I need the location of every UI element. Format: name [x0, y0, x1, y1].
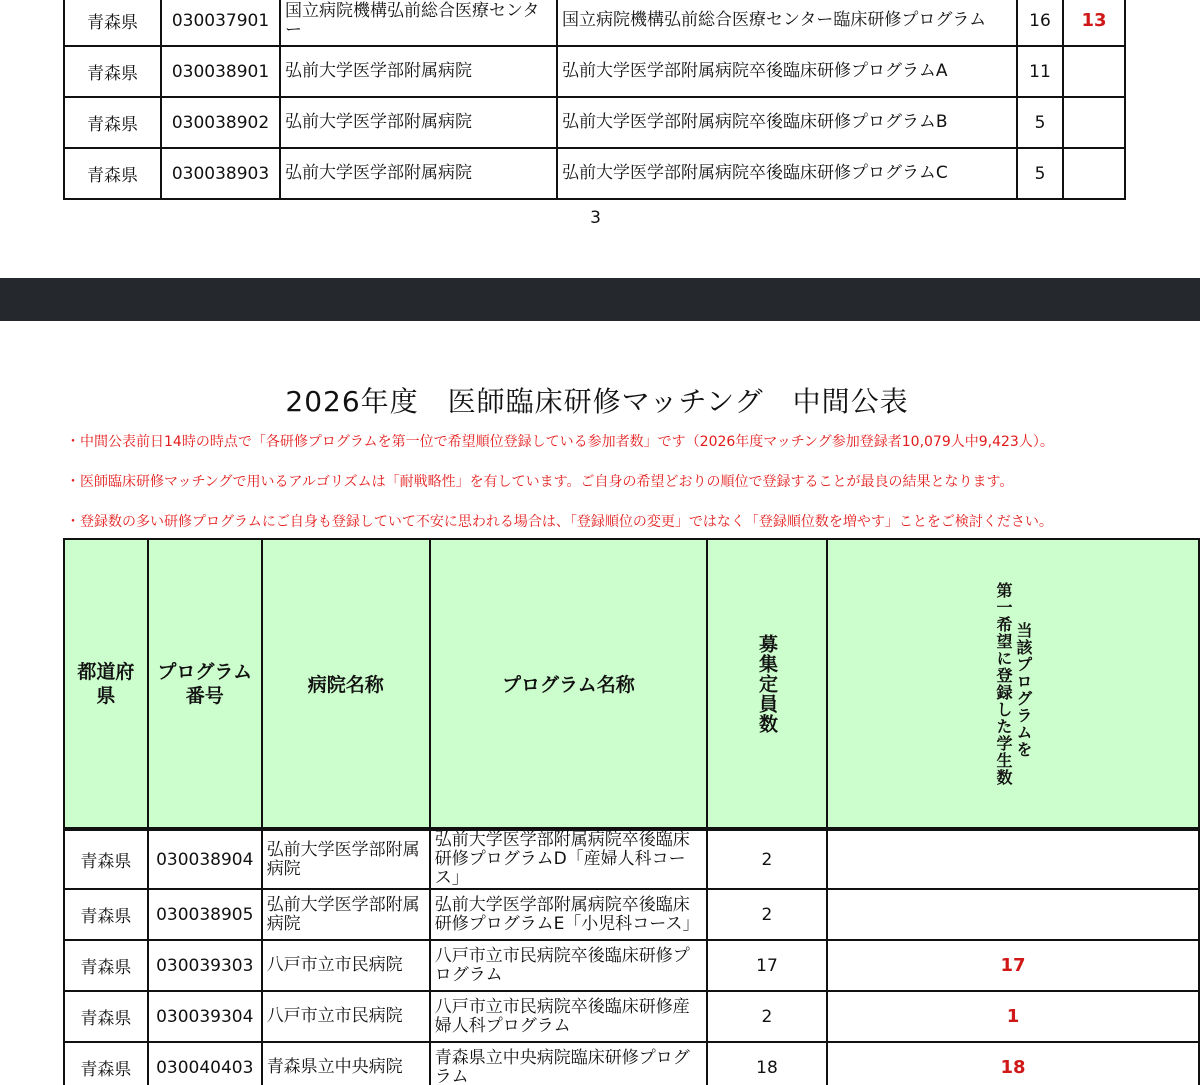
prefecture-cell: 青森県	[64, 829, 148, 889]
program-name-cell: 青森県立中央病院臨床研修プログラム	[430, 1042, 707, 1085]
capacity-cell: 17	[707, 940, 827, 991]
hospital-name-cell: 弘前大学医学部附属病院	[262, 829, 430, 889]
first-choice-count-cell: 18	[827, 1042, 1199, 1085]
capacity-cell: 2	[707, 829, 827, 889]
capacity-cell: 11	[1017, 46, 1063, 97]
program-number-cell: 030037901	[161, 0, 280, 46]
program-number-cell: 030038905	[148, 889, 262, 940]
program-number-cell: 030039304	[148, 991, 262, 1042]
program-number-cell: 030038901	[161, 46, 280, 97]
prefecture-cell: 青森県	[64, 46, 161, 97]
prefecture-cell: 青森県	[64, 1042, 148, 1085]
program-number-cell: 030038903	[161, 148, 280, 199]
program-name-cell: 弘前大学医学部附属病院卒後臨床研修プログラムC	[557, 148, 1017, 199]
capacity-cell: 2	[707, 991, 827, 1042]
table-row	[64, 46, 1125, 97]
header-capacity: 募集定員数	[707, 539, 827, 829]
program-name-cell: 弘前大学医学部附属病院卒後臨床研修プログラムB	[557, 97, 1017, 148]
first-choice-count-cell	[1063, 46, 1125, 97]
prefecture-cell: 青森県	[64, 991, 148, 1042]
notice-text: ・医師臨床研修マッチングで用いるアルゴリズムは「耐戦略性」を有しています。ご自身の希望どおりの順位で登録することが最良の結果となります。	[66, 474, 1014, 490]
capacity-cell: 16	[1017, 0, 1063, 46]
hospital-name-cell: 八戸市立市民病院	[262, 940, 430, 991]
program-number-cell: 030038902	[161, 97, 280, 148]
program-name-cell: 国立病院機構弘前総合医療センター臨床研修プログラム	[557, 0, 1017, 46]
capacity-cell: 5	[1017, 97, 1063, 148]
table-row	[64, 829, 1199, 889]
notice-text: ・中間公表前日14時の時点で「各研修プログラムを第一位で希望順位登録している参加者数」です（2026年度マッチング参加登録者10,079人中9,423人）。	[66, 434, 1054, 450]
program-number-cell: 030039303	[148, 940, 262, 991]
table-row	[64, 148, 1125, 199]
table-row	[64, 991, 1199, 1042]
capacity-cell: 5	[1017, 148, 1063, 199]
hospital-name-cell: 弘前大学医学部附属病院	[280, 46, 557, 97]
hospital-name-cell: 弘前大学医学部附属病院	[280, 97, 557, 148]
prefecture-cell: 青森県	[64, 0, 161, 46]
first-choice-count-cell	[1063, 148, 1125, 199]
table-row	[64, 940, 1199, 991]
first-choice-count-cell	[827, 829, 1199, 889]
prefecture-cell: 青森県	[64, 889, 148, 940]
first-choice-count-cell: 17	[827, 940, 1199, 991]
program-table-previous-page	[63, 0, 1126, 200]
table-row	[64, 0, 1125, 46]
capacity-cell: 2	[707, 889, 827, 940]
table-header-row	[64, 539, 1199, 829]
program-table	[63, 538, 1200, 1085]
prefecture-cell: 青森県	[64, 148, 161, 199]
notice-text: ・登録数の多い研修プログラムにご自身も登録していて不安に思われる場合は、「登録順位の変更」ではなく「登録順位数を増やす」ことをご検討ください。	[66, 514, 1053, 530]
page-separator	[0, 278, 1200, 321]
first-choice-count-cell: 13	[1063, 0, 1125, 46]
first-choice-count-cell: 1	[827, 991, 1199, 1042]
hospital-name-cell: 弘前大学医学部附属病院	[280, 148, 557, 199]
hospital-name-cell: 国立病院機構弘前総合医療センター	[280, 0, 557, 46]
program-name-cell: 八戸市立市民病院卒後臨床研修プログラム	[430, 940, 707, 991]
program-name-cell: 弘前大学医学部附属病院卒後臨床研修プログラムD「産婦人科コース」	[430, 829, 707, 889]
page-number: 3	[590, 208, 601, 228]
header-program-name: プログラム名称	[430, 539, 707, 829]
hospital-name-cell: 八戸市立市民病院	[262, 991, 430, 1042]
page-title: 2026年度 医師臨床研修マッチング 中間公表	[285, 385, 909, 418]
program-name-cell: 八戸市立市民病院卒後臨床研修産婦人科プログラム	[430, 991, 707, 1042]
header-hospital-name: 病院名称	[262, 539, 430, 829]
program-name-cell: 弘前大学医学部附属病院卒後臨床研修プログラムE「小児科コース」	[430, 889, 707, 940]
program-number-cell: 030040403	[148, 1042, 262, 1085]
table-row	[64, 889, 1199, 940]
hospital-name-cell: 青森県立中央病院	[262, 1042, 430, 1085]
table-row	[64, 97, 1125, 148]
first-choice-count-cell	[1063, 97, 1125, 148]
header-program-number: プログラム番号	[148, 539, 262, 829]
program-number-cell: 030038904	[148, 829, 262, 889]
header-first-choice-count: 当該プログラムを 第一希望に登録した学生数	[827, 539, 1199, 829]
hospital-name-cell: 弘前大学医学部附属病院	[262, 889, 430, 940]
prefecture-cell: 青森県	[64, 940, 148, 991]
capacity-cell: 18	[707, 1042, 827, 1085]
first-choice-count-cell	[827, 889, 1199, 940]
prefecture-cell: 青森県	[64, 97, 161, 148]
program-name-cell: 弘前大学医学部附属病院卒後臨床研修プログラムA	[557, 46, 1017, 97]
header-prefecture: 都道府県	[64, 539, 148, 829]
